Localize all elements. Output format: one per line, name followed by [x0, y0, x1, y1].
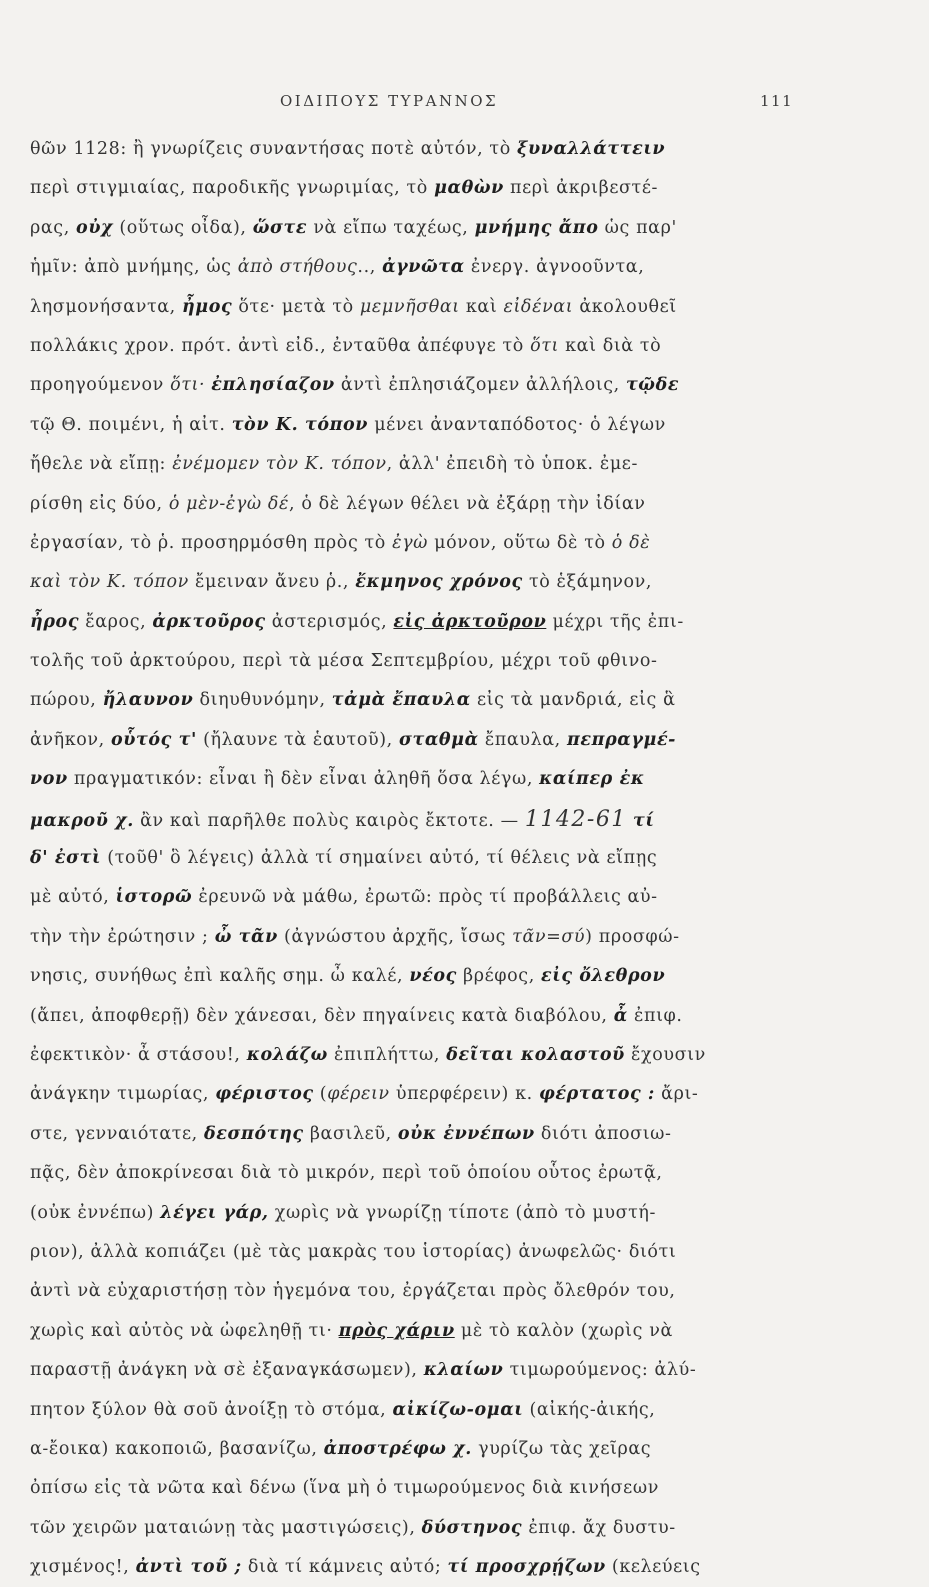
text-run: (ἄπει, ἀποφθερῇ) δὲν χάνεσαι, δὲν πηγαίνεις κατὰ διαβόλου,: [30, 1005, 614, 1026]
lemma: ὥστε: [252, 217, 308, 238]
lemma: ἀποστρέφω χ.: [323, 1438, 472, 1459]
italic-run: τᾶν=σύ: [512, 926, 586, 947]
italic-run: ἐγὼ: [392, 532, 429, 553]
lemma: οὐχ: [76, 217, 114, 238]
lemma: τῷδε: [625, 375, 680, 396]
text-run: στε, γενναιότατε,: [30, 1123, 205, 1144]
text-run: εἰς τὰ μανδριά, εἰς ἃ: [470, 690, 676, 711]
running-title: ΟΙΔΙΠΟΥΣ ΤΥΡΑΝΝΟΣ: [280, 92, 499, 110]
text-line: [30, 1509, 800, 1548]
text-run: πητον ξύλον θὰ σοῦ ἀνοίξῃ τὸ στόμα,: [30, 1399, 393, 1420]
text-line: [30, 406, 800, 445]
lemma: μαθὼν: [434, 178, 504, 199]
text-run: α-ἔοικα) κακοποιῶ, βασανίζω,: [30, 1438, 324, 1459]
text-line: [30, 642, 800, 681]
text-run: γυρίζω τὰς χεῖρας: [471, 1438, 652, 1459]
lemma: ἀγνῶτα: [382, 257, 465, 278]
text-run: διότι ἀποσιω-: [534, 1123, 672, 1144]
text-run: ἔαρος,: [79, 611, 153, 632]
text-run: (οὕτως οἶδα),: [113, 217, 253, 238]
lemma: ἆ: [613, 1005, 628, 1026]
text-run: νὰ εἴπω ταχέως,: [307, 217, 475, 238]
text-line: [30, 1391, 800, 1430]
text-line: [30, 1115, 800, 1154]
text-run: τὸ ἑξάμηνον,: [522, 572, 653, 593]
text-run: θῶν 1128: ἢ γνωρίζεις συναντήσας ποτὲ αὐτόν, τὸ: [30, 139, 518, 159]
text-line: [30, 1272, 800, 1311]
text-run: ἡμῖν: ἀπὸ μνήμης, ὡς: [30, 257, 238, 278]
lemma: οὐκ ἐννέπων: [397, 1123, 535, 1144]
text-run: τῶν χειρῶν ματαιώνῃ τὰς μαστιγώσεις),: [30, 1517, 422, 1538]
text-run: ἂν καὶ παρῆλθε πολὺς καιρὸς ἔκτοτε. —: [133, 810, 525, 831]
text-line: [30, 1036, 800, 1075]
lemma: νον: [30, 769, 68, 790]
page-number: 111: [760, 92, 794, 110]
text-run: μὲ τὸ καλὸν (χωρὶς νὰ: [454, 1320, 673, 1341]
lemma: δ' ἐστὶ: [30, 848, 102, 869]
text-run: περὶ στιγμιαίας, παροδικῆς γνωριμίας, τὸ: [30, 178, 435, 199]
text-line: [30, 681, 800, 720]
lemma: πεπραγμέ-: [567, 729, 677, 750]
text-run: πολλάκις χρον. πρότ. ἀντὶ εἰδ., ἐνταῦθα ἀπέφυγε τὸ: [30, 335, 531, 356]
text-line: [30, 760, 800, 799]
text-line: [30, 327, 800, 366]
text-run: (αἰκής-ἀικής,: [523, 1399, 656, 1420]
italic-run: ὅτι·: [170, 375, 206, 396]
lemma: ἐπλησίαζον: [211, 375, 335, 396]
text-run: (κελεύεις: [605, 1557, 701, 1578]
text-run: νησις, συνήθως ἐπὶ καλῆς σημ. ὦ καλέ,: [30, 966, 410, 987]
text-run: ἀνῆκον,: [30, 729, 111, 750]
text-run: ἐπιπλήττω,: [327, 1044, 447, 1065]
text-run: πραγματικόν: εἶναι ἢ δὲν εἶναι ἀληθῆ ὅσα λέγω,: [67, 769, 540, 790]
lemma: ἀντὶ τοῦ ;: [135, 1557, 242, 1578]
text-line: [30, 839, 800, 878]
lemma: δεῖται κολαστοῦ: [446, 1044, 625, 1065]
text-run: ἀντὶ νὰ εὐχαριστήσῃ τὸν ἡγεμόνα του, ἐργάζεται πρὸς ὄλεθρόν του,: [30, 1281, 676, 1302]
text-run: πᾷς, δὲν ἀποκρίνεσαι διὰ τὸ μικρόν, περὶ τοῦ ὁποίου οὗτος ἐρωτᾷ,: [30, 1163, 663, 1184]
lemma: εἰς ἀρκτοῦρον: [393, 611, 547, 632]
text-run: καὶ: [459, 296, 504, 317]
lemma: νέος: [409, 966, 457, 987]
text-run: τὴν τὴν ἐρώτησιν ;: [30, 926, 215, 947]
text-run: ριον), ἀλλὰ κοπιάζει (μὲ τὰς μακρὰς του ἱστορίας) ἀνωφελῶς· διότι: [30, 1241, 677, 1262]
text-run: (: [313, 1084, 328, 1105]
lemma: ὦ τᾶν: [214, 926, 278, 947]
text-run: βρέφος,: [456, 966, 542, 987]
text-run: ἐπιφ.: [627, 1005, 683, 1026]
text-run: ἀστερισμός,: [265, 611, 394, 632]
text-run: μέχρι τῆς ἐπι-: [546, 611, 684, 632]
text-line: [30, 1312, 800, 1351]
italic-run: ὁ δὲ: [611, 532, 651, 553]
text-run: ἀντὶ ἐπλησιάζομεν ἀλλήλοις,: [334, 375, 626, 396]
text-line: [30, 1075, 800, 1114]
text-line: [30, 524, 800, 563]
text-line: [30, 288, 800, 327]
text-run: προηγούμενον: [30, 375, 171, 396]
verse-ref: 1142-61: [524, 806, 627, 832]
text-run: διηυθυνόμην,: [193, 690, 332, 711]
italic-run: ἀπὸ στήθους: [237, 257, 358, 278]
text-line: [30, 603, 800, 642]
lemma: δεσπότης: [204, 1123, 304, 1144]
text-run: περὶ ἀκριβεστέ-: [503, 178, 658, 199]
text-run: πώρου,: [30, 690, 103, 711]
text-run: ὡς παρ': [598, 217, 677, 238]
text-line: [30, 1233, 800, 1272]
text-run: χισμένος!,: [30, 1557, 136, 1578]
text-run: ἐνεργ. ἀγνοοῦντα,: [464, 257, 645, 278]
lemma: τί: [632, 810, 655, 831]
text-line: [30, 209, 800, 248]
lemma: καίπερ ἐκ: [539, 769, 645, 790]
italic-run: ὁ μὲν-ἐγὼ δέ: [168, 493, 290, 514]
lemma: σταθμὰ: [398, 729, 479, 750]
lemma: μακροῦ χ.: [30, 810, 134, 831]
text-run: , ἀλλ' ἐπειδὴ τὸ ὑποκ. ἐμε-: [386, 454, 638, 475]
text-run: ρας,: [30, 217, 77, 238]
text-line: [30, 1194, 800, 1233]
text-line: [30, 1548, 800, 1587]
italic-run: φέρειν: [327, 1084, 390, 1105]
lemma: αἰκίζω-ομαι: [392, 1399, 524, 1420]
text-run: ἐρευνῶ νὰ μάθω, ἐρωτῶ: πρὸς τί προβάλλεις αὐ-: [192, 887, 658, 908]
text-run: ἀκολουθεῖ: [573, 296, 677, 317]
lemma: φέριστος: [215, 1084, 314, 1105]
text-run: ὅτε· μετὰ τὸ: [232, 296, 360, 317]
text-run: (ἤλαυνε τὰ ἑαυτοῦ),: [196, 729, 399, 750]
text-run: ἤθελε νὰ εἴπῃ:: [30, 454, 173, 475]
text-line: [30, 366, 800, 405]
text-line: [30, 485, 800, 524]
text-run: (ἀγνώστου ἀρχῆς, ἴσως: [277, 926, 513, 947]
lemma: τἀμὰ ἔπαυλα: [331, 690, 471, 711]
text-line: [30, 1351, 800, 1390]
text-line: [30, 800, 800, 839]
lemma: ξυναλλάττειν: [517, 139, 666, 159]
lemma: κλαίων: [423, 1360, 504, 1381]
lemma: τὸν Κ. τόπον: [231, 414, 369, 435]
text-run: χωρὶς νὰ γνωρίζῃ τίποτε (ἀπὸ τὸ μυστή-: [268, 1202, 656, 1223]
lemma: ἤλαυνον: [102, 690, 194, 711]
text-line: [30, 445, 800, 484]
text-line: [30, 721, 800, 760]
text-run: ὀπίσω εἰς τὰ νῶτα καὶ δένω (ἵνα μὴ ὁ τιμωρούμενος διὰ κινήσεων: [30, 1478, 659, 1499]
lemma: ἱστορῶ: [115, 887, 193, 908]
text-line: [30, 997, 800, 1036]
lemma: φέρτατος :: [538, 1084, 655, 1105]
text-run: μὲ αὐτό,: [30, 887, 116, 908]
text-line: [30, 563, 800, 602]
text-line: [30, 248, 800, 287]
lemma: ἦρος: [30, 611, 80, 632]
text-line: [30, 878, 800, 917]
italic-run: καὶ τὸν Κ. τόπον: [30, 572, 189, 593]
text-line: [30, 918, 800, 957]
text-line: [30, 957, 800, 996]
lemma: πρὸς χάριν: [338, 1320, 455, 1341]
commentary-text: [30, 130, 800, 1587]
text-run: ἀνάγκην τιμωρίας,: [30, 1084, 216, 1105]
text-run: ἐφεκτικὸν· ἆ στάσου!,: [30, 1044, 247, 1065]
text-run: χωρὶς καὶ αὐτὸς νὰ ὠφεληθῇ τι·: [30, 1320, 339, 1341]
lemma: λέγει γάρ,: [160, 1202, 269, 1223]
text-line: [30, 130, 800, 169]
text-run: βασιλεῦ,: [303, 1123, 398, 1144]
text-run: ἐπιφ. ἄχ δυστυ-: [522, 1517, 676, 1538]
lemma: οὗτός τ': [110, 729, 197, 750]
text-run: (οὐκ ἐννέπω): [30, 1202, 161, 1223]
text-line: [30, 169, 800, 208]
text-run: ..,: [357, 257, 383, 278]
lemma: ἦμος: [181, 296, 233, 317]
text-run: (τοῦθ' ὃ λέγεις) ἀλλὰ τί σημαίνει αὐτό, τί θέλεις νὰ εἴπῃς: [101, 848, 658, 869]
text-run: , ὁ δὲ λέγων θέλει νὰ ἐξάρῃ τὴν ἰδίαν: [289, 493, 646, 514]
lemma: ἔκμηνος χρόνος: [355, 572, 523, 593]
lemma: μνήμης ἄπο: [474, 217, 599, 238]
text-line: [30, 1430, 800, 1469]
text-run: παραστῇ ἀνάγκη νὰ σὲ ἐξαναγκάσωμεν),: [30, 1360, 424, 1381]
text-run: μένει ἀνανταπόδοτος· ὁ λέγων: [368, 414, 666, 435]
text-run: λησμονήσαντα,: [30, 296, 182, 317]
italic-run: ὅτι: [530, 335, 559, 356]
text-line: [30, 1154, 800, 1193]
text-run: τολῆς τοῦ ἀρκτούρου, περὶ τὰ μέσα Σεπτεμβρίου, μέχρι τοῦ φθινο-: [30, 651, 658, 672]
italic-run: εἰδέναι: [503, 296, 574, 317]
italic-run: μεμνῆσθαι: [359, 296, 460, 317]
text-run: ) προσφώ-: [585, 926, 680, 947]
text-run: μόνον, οὕτω δὲ τὸ: [428, 532, 612, 553]
text-run: ἐργασίαν, τὸ ῥ. προσηρμόσθη πρὸς τὸ: [30, 532, 393, 553]
italic-run: ἐνέμομεν τὸν Κ. τόπον: [172, 454, 387, 475]
text-line: [30, 1469, 800, 1508]
page-header: [0, 92, 929, 116]
lemma: κολάζω: [246, 1044, 328, 1065]
text-run: τῷ Θ. ποιμένι, ἡ αἰτ.: [30, 414, 232, 435]
lemma: δύστηνος: [421, 1517, 523, 1538]
lemma: ἀρκτοῦρος: [152, 611, 266, 632]
text-run: τιμωρούμενος: ἀλύ-: [503, 1360, 697, 1381]
lemma: εἰς ὄλεθρον: [541, 966, 666, 987]
text-run: ἔχουσιν: [624, 1044, 706, 1065]
text-run: διὰ τί κάμνεις αὐτό;: [241, 1557, 448, 1578]
text-run: ἔπαυλα,: [478, 729, 568, 750]
text-run: ἔμειναν ἄνευ ῥ.,: [188, 572, 356, 593]
text-run: καὶ διὰ τὸ: [558, 335, 662, 356]
lemma: τί προσχρῄζων: [447, 1557, 606, 1578]
text-run: ρίσθη εἰς δύο,: [30, 493, 169, 514]
text-run: ὑπερφέρειν) κ.: [389, 1084, 539, 1105]
text-run: ἄρι-: [654, 1084, 699, 1105]
